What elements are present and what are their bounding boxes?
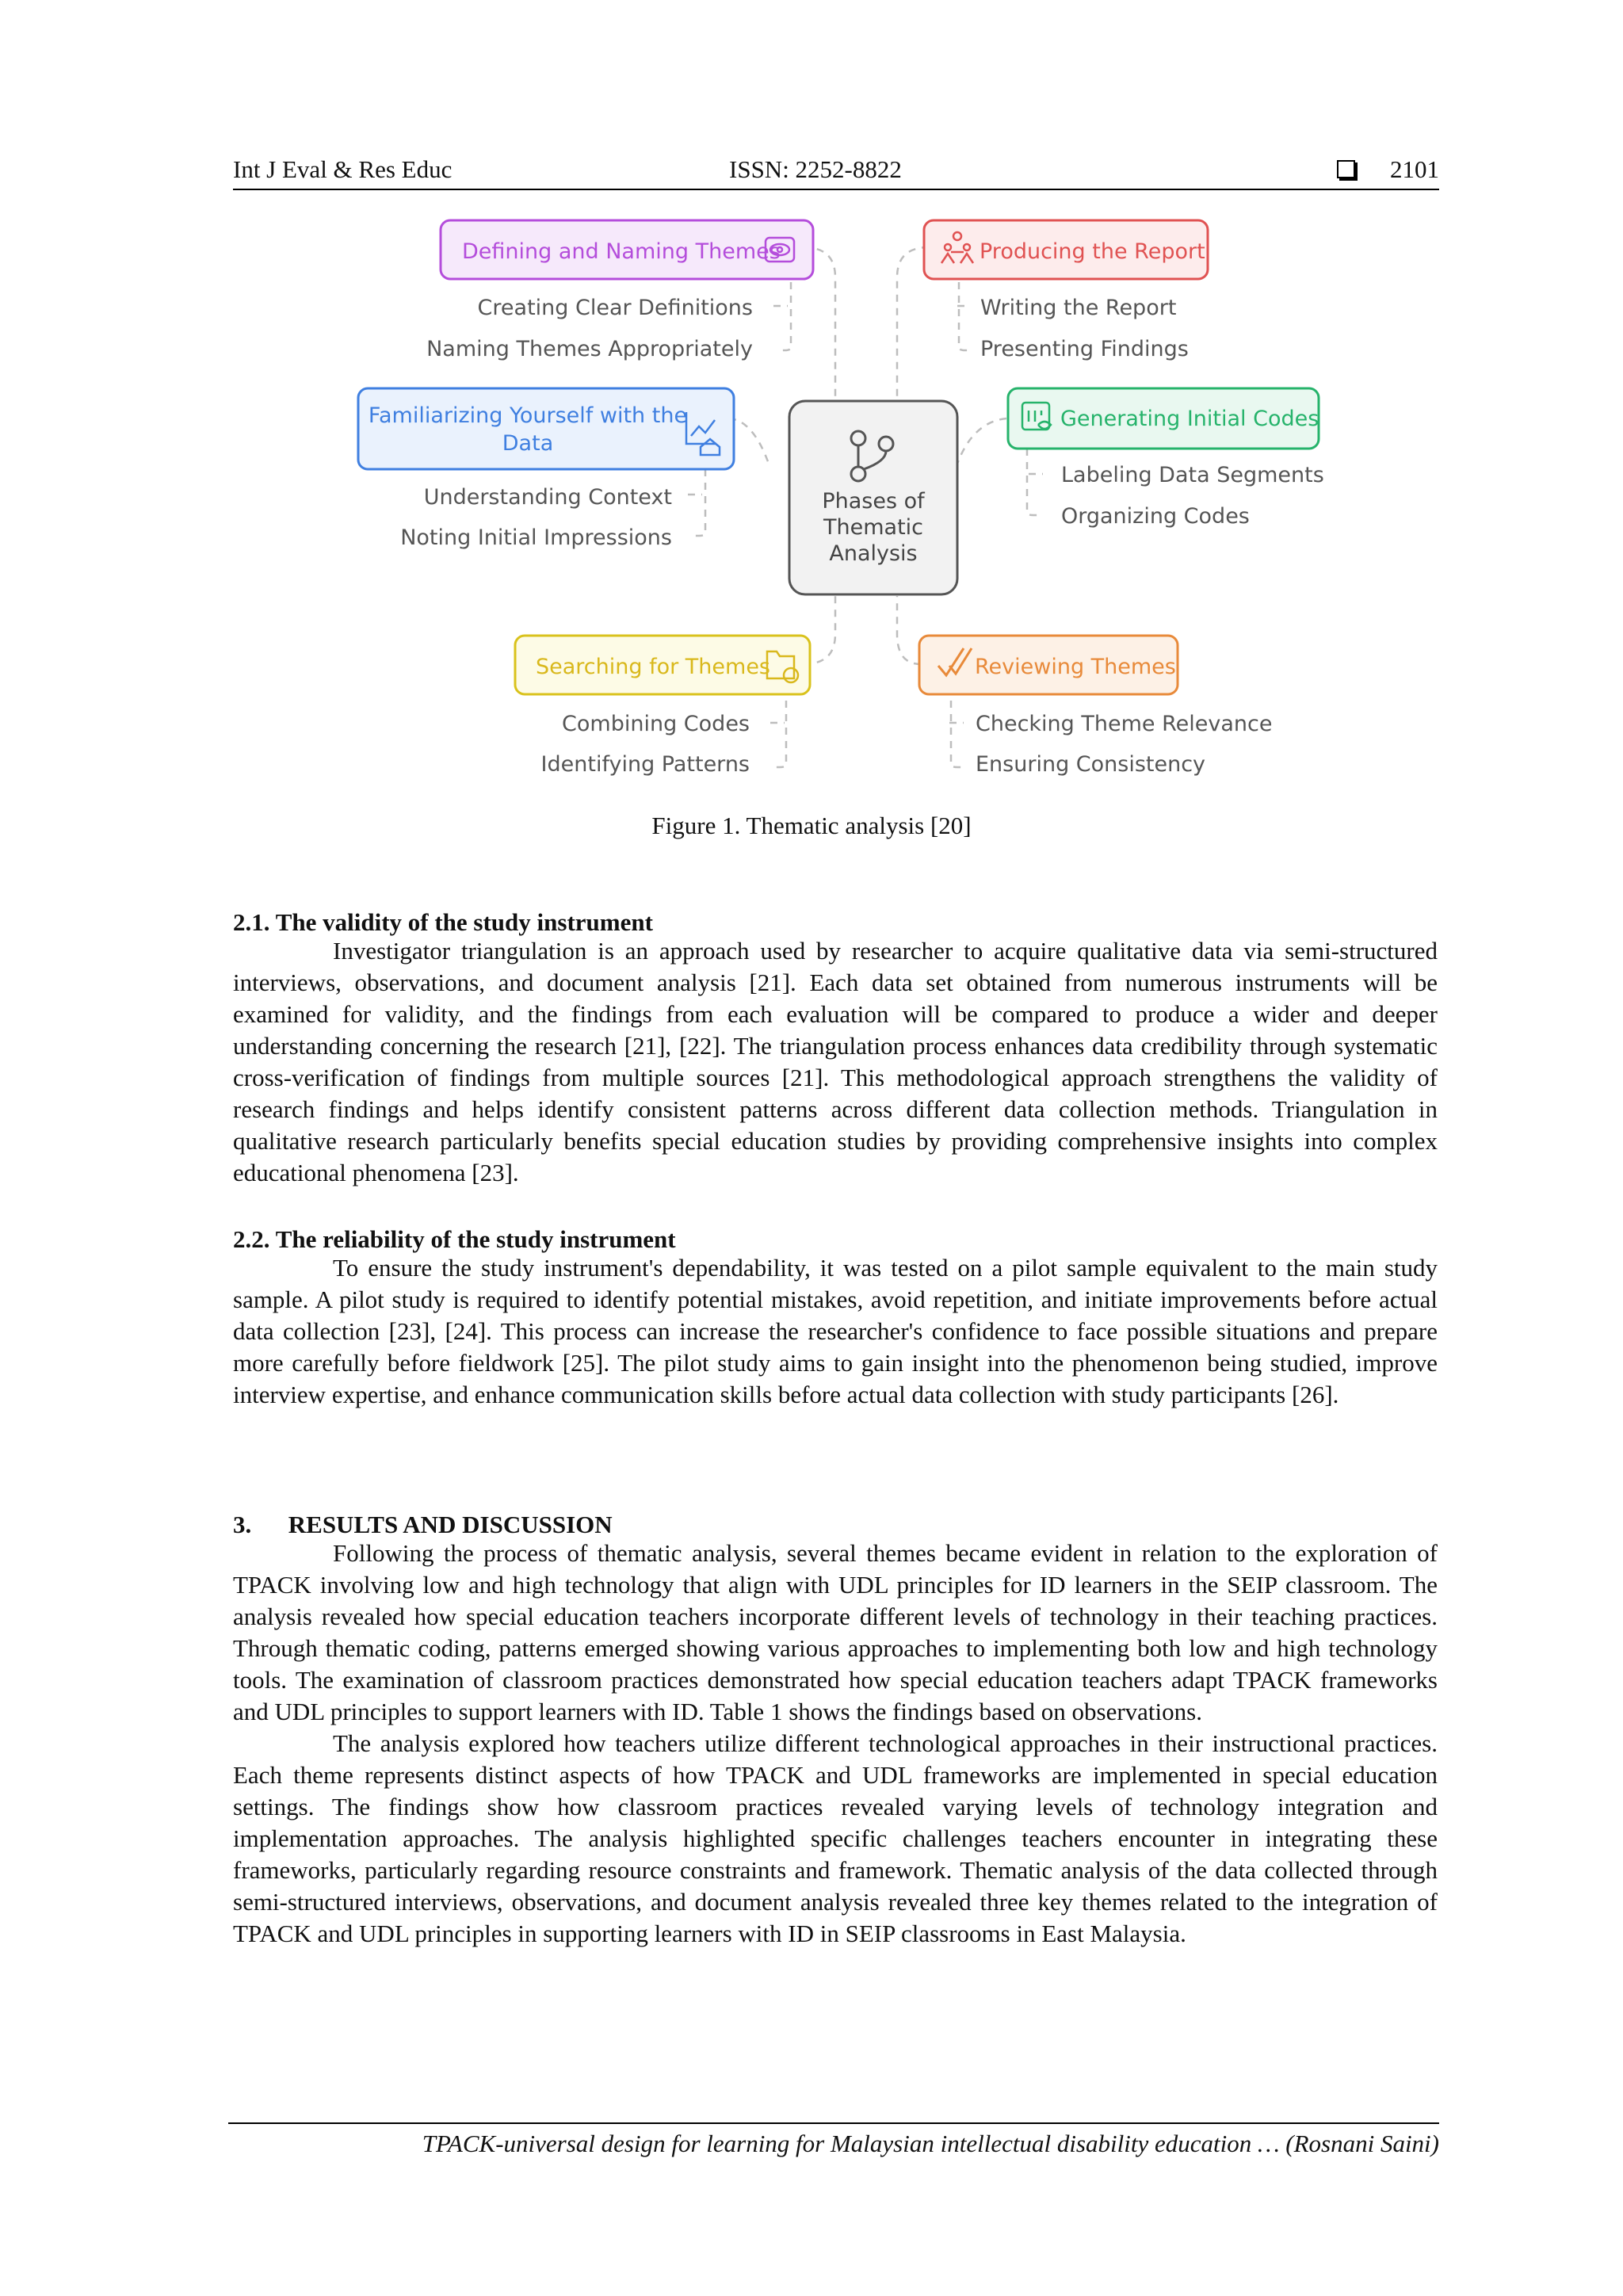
phase-item: Identifying Patterns [540,752,750,777]
running-footer: TPACK-universal design for learning for Malaysian intellectual disability education … (Rosnani Saini) [422,2130,1439,2157]
page-number: 2101 [1390,155,1439,183]
phase-producing-report [924,220,1208,361]
phase-item: Combining Codes [562,712,750,736]
phase-title: Reviewing Themes [975,655,1176,679]
phase-defining-naming-themes [426,220,813,361]
phase-item: Writing the Report [980,296,1177,320]
phase-item: Ensuring Consistency [976,752,1206,777]
phase-title-line-2: Data [502,431,554,456]
phase-searching-themes [515,636,810,777]
phase-title: Searching for Themes [536,655,770,679]
phase-generating-codes [1008,388,1324,529]
paragraph: To ensure the study instrument's dependability, it was tested on a pilot sample equivalent to the main study sample. A pilot study is required to identify potential mistakes, avoid repetition, and initiate improvements before actual data collection [23], [24]. This process can increase the researcher's confidence to face possible situations and prepare more carefully before fieldwork [25]. The pilot study aims to gain insight into the phenomenon being studied, improve interview expertise, and enhance communication skills before actual data collection with study participants [26]. [233,1254,1438,1408]
phase-item: Noting Initial Impressions [400,525,672,550]
section-heading-2-2: 2.2. The reliability of the study instrument [233,1225,676,1253]
phase-title-line-1: Familiarizing Yourself with the [368,403,688,428]
paragraph: The analysis explored how teachers utilize different technological approaches in their instructional practices. Each theme represents distinct aspects of how TPACK and UDL frameworks are implemented in special education settings. The findings show how classroom practices revealed varying levels of technology integration and implementation approaches. The analysis highlighted specific challenges teachers encounter in integrating these frameworks, particularly regarding resource constraints and framework. Thematic analysis of the data collected through semi-structured interviews, observations, and document analysis revealed three key themes related to the integration of TPACK and UDL principles in supporting learners with ID in SEIP classrooms in East Malaysia. [233,1729,1438,1947]
section-heading-2-1: 2.1. The validity of the study instrument [233,908,653,936]
center-node [789,401,957,594]
phase-title: Defining and Naming Themes [462,239,781,264]
section-body-2-1 [233,935,1438,1189]
paragraph: Investigator triangulation is an approach used by researcher to acquire qualitative data via semi-structured interviews, observations, and document analysis [21]. Each data set obtained from numerous instruments will be examined for validity, and the findings from each evaluation will be compared to produce a wider and deeper understanding concerning the research [21], [22]. The triangulation process enhances data credibility through systematic cross-verification of findings from multiple sources [21]. This methodological approach strengthens the validity of research findings and helps identify consistent patterns across different data collection methods. Triangulation in qualitative research particularly benefits special education studies by providing comprehensive insights into complex educational phenomena [23]. [233,937,1438,1186]
phase-item: Organizing Codes [1061,504,1250,529]
phase-item: Checking Theme Relevance [976,712,1273,736]
issn: ISSN: 2252-8822 [729,155,902,183]
center-label-line-2: Thematic [823,515,923,540]
section-body-3 [233,1538,1438,1950]
phase-title: Producing the Report [980,239,1205,264]
phase-familiarizing-data [358,388,734,550]
phase-item: Creating Clear Definitions [477,296,753,320]
journal-name: Int J Eval & Res Educ [233,155,453,183]
phase-item: Labeling Data Segments [1061,463,1324,487]
phase-item: Presenting Findings [980,337,1189,361]
thematic-analysis-diagram [0,0,1623,800]
section-heading-3: 3. RESULTS AND DISCUSSION [233,1511,613,1538]
phase-reviewing-themes [919,636,1272,777]
figure-caption: Figure 1. Thematic analysis [20] [651,812,972,839]
phase-title: Generating Initial Codes [1060,407,1319,431]
footer-rule [228,2122,1439,2124]
center-label-line-1: Phases of [822,489,925,514]
center-label-line-3: Analysis [829,541,918,566]
paragraph: Following the process of thematic analysis, several themes became evident in relation to the exploration of TPACK involving low and high technology that align with UDL principles for ID learners in the SEIP classroom. The analysis revealed how special education teachers incorporate different levels of technology in their teaching practices. Through thematic coding, patterns emerged showing various approaches to implementing both low and high technology tools. The examination of classroom practices demonstrated how special education teachers adapt TPACK frameworks and UDL principles to support learners with ID. Table 1 shows the findings based on observations. [233,1539,1438,1725]
section-body-2-2 [233,1252,1438,1411]
phase-item: Naming Themes Appropriately [426,337,753,361]
phase-item: Understanding Context [423,485,672,510]
